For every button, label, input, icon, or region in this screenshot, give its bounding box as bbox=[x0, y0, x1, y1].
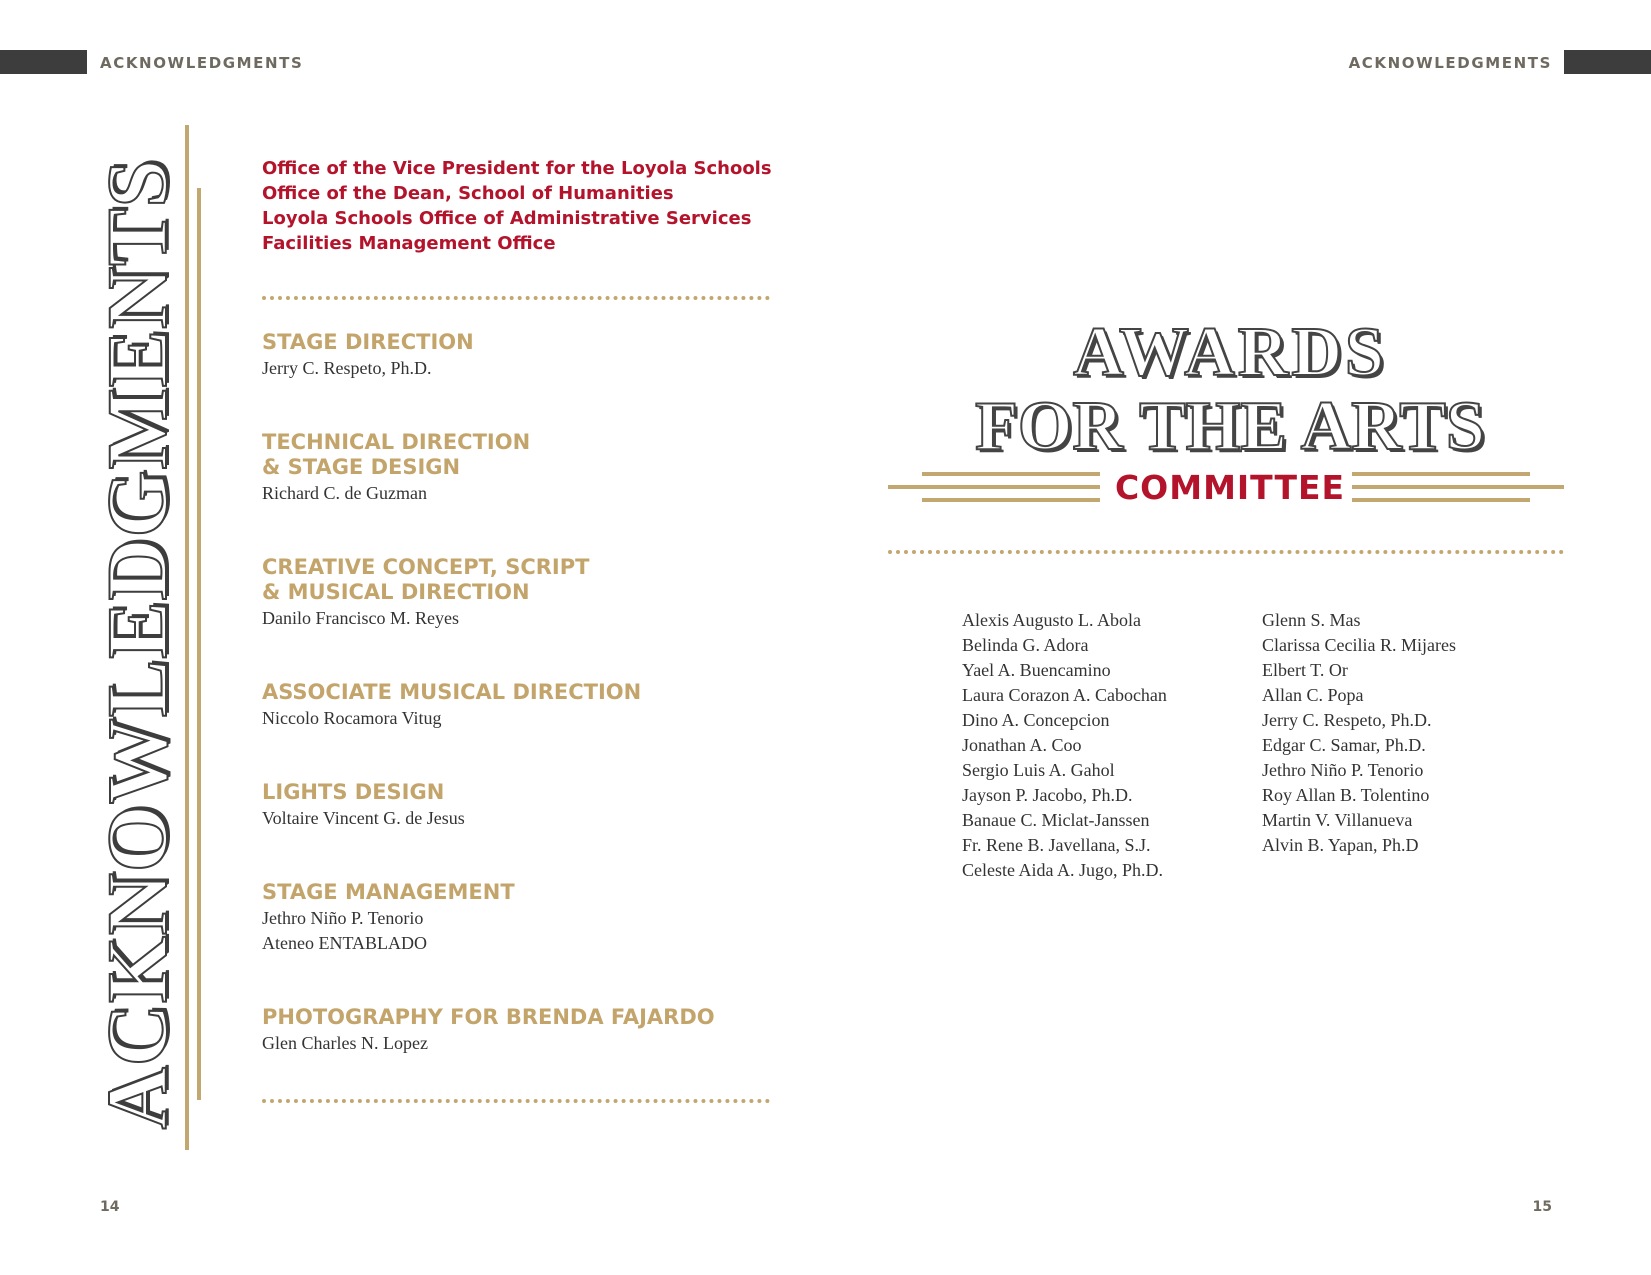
dotted-divider-bottom bbox=[262, 1099, 770, 1103]
credit-heading: CREATIVE CONCEPT, SCRIPT bbox=[262, 555, 590, 579]
title-rule-right-1 bbox=[1352, 472, 1530, 476]
committee-member: Clarissa Cecilia R. Mijares bbox=[1262, 635, 1456, 655]
awards-title-line2: FOR THE ARTS bbox=[975, 388, 1485, 465]
credit-name: Jerry C. Respeto, Ph.D. bbox=[262, 358, 432, 378]
credit-name: Ateneo ENTABLADO bbox=[262, 933, 428, 953]
committee-member: Alvin B. Yapan, Ph.D bbox=[1262, 835, 1419, 855]
committee-member: Glenn S. Mas bbox=[1262, 610, 1361, 630]
credit-heading: ASSOCIATE MUSICAL DIRECTION bbox=[262, 680, 642, 704]
dotted-divider-top bbox=[262, 296, 770, 300]
office-item: Office of the Vice President for the Loyola Schools bbox=[262, 158, 772, 179]
committee-member: Jerry C. Respeto, Ph.D. bbox=[1262, 710, 1432, 730]
vertical-rule-inner bbox=[197, 188, 201, 1100]
credit-stage-direction bbox=[262, 330, 474, 381]
committee-member: Alexis Augusto L. Abola bbox=[962, 610, 1141, 630]
committee-member: Celeste Aida A. Jugo, Ph.D. bbox=[962, 860, 1163, 880]
credit-photography bbox=[262, 1005, 715, 1056]
committee-member: Jethro Niño P. Tenorio bbox=[1262, 760, 1424, 780]
committee-member: Jayson P. Jacobo, Ph.D. bbox=[962, 785, 1133, 805]
credit-heading: STAGE MANAGEMENT bbox=[262, 880, 515, 904]
left-header-bar bbox=[0, 50, 87, 74]
title-rule-right-2 bbox=[1352, 485, 1564, 489]
committee-member: Laura Corazon A. Cabochan bbox=[962, 685, 1167, 705]
title-rule-right-3 bbox=[1352, 498, 1530, 502]
left-running-head: ACKNOWLEDGMENTS bbox=[100, 54, 304, 72]
credit-name: Voltaire Vincent G. de Jesus bbox=[262, 808, 465, 828]
title-rule-left-2 bbox=[888, 485, 1100, 489]
dotted-divider-right bbox=[888, 550, 1564, 554]
awards-title-line1: AWARDS bbox=[1073, 314, 1387, 391]
credit-name: Danilo Francisco M. Reyes bbox=[262, 608, 459, 628]
credit-name: Jethro Niño P. Tenorio bbox=[262, 908, 424, 928]
credit-technical-direction bbox=[262, 430, 530, 506]
committee-column-1 bbox=[962, 608, 1167, 883]
committee-column-2 bbox=[1262, 608, 1456, 858]
committee-member: Jonathan A. Coo bbox=[962, 735, 1082, 755]
credit-heading: & MUSICAL DIRECTION bbox=[262, 580, 530, 604]
committee-member: Banaue C. Miclat-Janssen bbox=[962, 810, 1150, 830]
office-item: Facilities Management Office bbox=[262, 233, 556, 254]
office-list bbox=[262, 156, 772, 256]
credit-associate-musical-direction bbox=[262, 680, 641, 731]
right-running-head: ACKNOWLEDGMENTS bbox=[1348, 54, 1552, 72]
vertical-rule-outer bbox=[185, 125, 189, 1150]
credit-lights-design bbox=[262, 780, 465, 831]
credit-heading: & STAGE DESIGN bbox=[262, 455, 461, 479]
committee-member: Yael A. Buencamino bbox=[962, 660, 1111, 680]
office-item: Loyola Schools Office of Administrative Services bbox=[262, 208, 752, 229]
page-number-left: 14 bbox=[100, 1199, 120, 1215]
committee-member: Martin V. Villanueva bbox=[1262, 810, 1413, 830]
credit-name: Glen Charles N. Lopez bbox=[262, 1033, 428, 1053]
committee-member: Allan C. Popa bbox=[1262, 685, 1364, 705]
credit-stage-management bbox=[262, 880, 515, 956]
credit-name: Richard C. de Guzman bbox=[262, 483, 427, 503]
credit-heading: STAGE DIRECTION bbox=[262, 330, 474, 354]
page-number-right: 15 bbox=[1532, 1199, 1552, 1215]
credit-heading: TECHNICAL DIRECTION bbox=[262, 430, 531, 454]
title-rule-left-3 bbox=[922, 498, 1100, 502]
committee-member: Edgar C. Samar, Ph.D. bbox=[1262, 735, 1426, 755]
office-item: Office of the Dean, School of Humanities bbox=[262, 183, 674, 204]
committee-subtitle: COMMITTEE bbox=[1114, 468, 1346, 507]
credit-name: Niccolo Rocamora Vitug bbox=[262, 708, 442, 728]
credit-creative-concept bbox=[262, 555, 589, 631]
credit-heading: PHOTOGRAPHY FOR BRENDA FAJARDO bbox=[262, 1005, 715, 1029]
committee-member: Sergio Luis A. Gahol bbox=[962, 760, 1115, 780]
credit-heading: LIGHTS DESIGN bbox=[262, 780, 445, 804]
committee-member: Fr. Rene B. Javellana, S.J. bbox=[962, 835, 1151, 855]
committee-member: Elbert T. Or bbox=[1262, 660, 1348, 680]
title-rule-left-1 bbox=[922, 472, 1100, 476]
committee-member: Dino A. Concepcion bbox=[962, 710, 1110, 730]
vertical-acknowledgments-title: ACKNOWLEDGMENTS bbox=[89, 158, 185, 1130]
right-header-bar bbox=[1564, 50, 1651, 74]
committee-member: Belinda G. Adora bbox=[962, 635, 1089, 655]
committee-member: Roy Allan B. Tolentino bbox=[1262, 785, 1430, 805]
